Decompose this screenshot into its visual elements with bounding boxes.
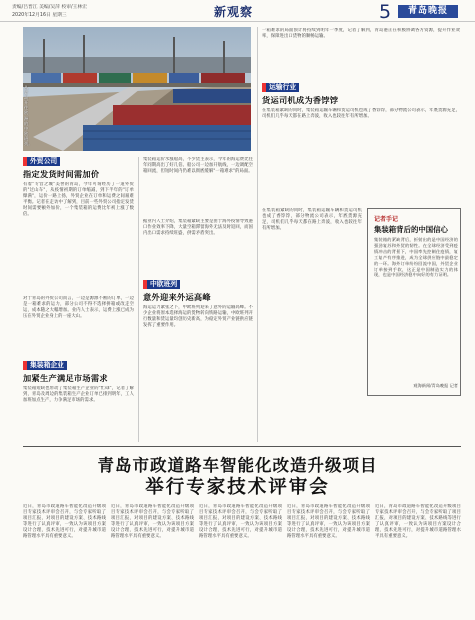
section-divider: [23, 446, 461, 447]
date-line: 2020年12月16日 星期三: [12, 13, 67, 18]
column-divider: [138, 157, 139, 442]
col2-paragraph-1: 集装箱运价水涨船高，不少货主表示，今年的海运费比往年同期高出了好几倍。船公司一边加开航线，一边调配空箱回流，但短时间内仍难以彻底缓解"一箱难求"的局面。: [143, 157, 253, 175]
bottom-col-5: 近日，青岛市政道路车智能化改造升级项目专家技术评审会召开，与会专家听取了项目汇报，对项目的建设方案、技术路线等进行了认真评审，一致认为该项目方案设计合理，技术先进可行，对提升城市道路管理水平具有重要意义。: [375, 504, 461, 540]
section-name: 新观察: [214, 5, 254, 19]
train-photo: [23, 27, 251, 151]
col3-paragraph-2: 在集装箱紧缺的同时，集装箱运输车辆和货运司机也成了香饽饽，部分物流公司表示，年底货源充足，司机们几乎每天都在路上奔波，收入也较往年有所增加。: [262, 108, 460, 120]
masthead-logo: 青岛晚报: [398, 5, 458, 18]
col3-paragraph-3: 在集装箱紧缺的同时，集装箱运输车辆和货运司机也成了香饽饽，部分物流公司表示，年底货源充足，司机们几乎每天都在路上奔波，收入也较往年有所增加。: [262, 208, 362, 232]
photo-caption: 从青岛开往欧洲的中欧班列。: [24, 85, 33, 147]
note-body: 集装箱的紧缺背后，折射出的是中国经济的强劲复苏和外贸的韧性。在全球经济受到疫情冲击的背景下，中国率先控制住疫情，复工复产有序推进，成为全球供应链中最稳定的一环。海外订单纷纷回流中国，外贸企业订单接到手软，这正是中国制造实力的体现，也是中国经济稳中向好的有力证明。: [374, 237, 458, 278]
tag-transport-industry: 运输行业: [262, 83, 299, 92]
col2-paragraph-3: 海运运力紧张之下，中欧班列迎来了意外的运输高峰。不少企业将原本选择海运的货物转向铁路运输，中欧班列开行数量和货运量均创历史新高，为稳定外贸产业链供应链发挥了重要作用。: [143, 305, 253, 329]
train-illustration: [23, 27, 251, 151]
col3-paragraph-1: 一箱难求的局面预计将持续到明年一季度，记者了解到，青岛港正在积极协调各方资源，提升作业效率，保障进出口货物的顺畅运输。: [262, 28, 460, 40]
col1-paragraph-1: 有着"专营之城"美誉的青岛，今年可谓经历了一道外贸的"过山车"，从疫情初期的订单缩减，到下半年的"订单爆满"，运价一路上扬，外贸企业在订单和运费之间艰难平衡。记者在走访中了解到，目前一些外贸公司指定发货时间需要额外加价，一个集装箱的运费比年初上涨了数倍。: [23, 182, 134, 218]
headline-line-1: 青岛市政道路车智能化改造升级项目: [97, 456, 378, 475]
editor-line: 责编/吕晋江 美编/吴萍 校审/王林宏: [12, 5, 88, 10]
page-header: [0, 0, 475, 22]
page-number: 5: [379, 1, 392, 23]
tag-container-firms: 集装箱企业: [23, 361, 67, 370]
tag-china-europe-train: 中欧班列: [143, 280, 180, 289]
bottom-col-3: 近日，青岛市政道路车智能化改造升级项目专家技术评审会召开，与会专家听取了项目汇报，对项目的建设方案、技术路线等进行了认真评审，一致认为该项目方案设计合理，技术先进可行，对提升城市道路管理水平具有重要意义。: [199, 504, 282, 540]
bottom-col-1: 近日，青岛市政道路车智能化改造升级项目专家技术评审会召开，与会专家听取了项目汇报，对项目的建设方案、技术路线等进行了认真评审，一致认为该项目方案设计合理，技术先进可行，对提升城市道路管理水平具有重要意义。: [23, 504, 106, 540]
heading-transport-peak: 意外迎来外运高峰: [143, 292, 211, 302]
heading-production: 加紧生产满足市场需求: [23, 373, 108, 383]
note-byline: 观海新闻/青岛晚报 记者: [413, 383, 458, 388]
headline-line-2: 举行专家技术评审会: [145, 477, 330, 498]
col2-paragraph-2: 据业内人士介绍，集装箱紧缺主要是由于海外疫情导致港口作业效率下降，大量空箱滞留海外无法及时返回，而国内出口需求持续旺盛，供需矛盾突出。: [143, 219, 253, 237]
tag-foreign-trade: 外贸公司: [23, 157, 60, 166]
reporter-note-box: [367, 208, 461, 396]
column-divider: [257, 27, 258, 442]
note-heading: 集装箱背后的中国信心: [374, 225, 448, 234]
heading-surcharge: 指定发货时间需加价: [23, 169, 100, 179]
heading-drivers: 货运司机成为香饽饽: [262, 95, 339, 105]
bottom-col-4: 近日，青岛市政道路车智能化改造升级项目专家技术评审会召开，与会专家听取了项目汇报，对项目的建设方案、技术路线等进行了认真评审，一致认为该项目方案设计合理，技术先进可行，对提升城市道路管理水平具有重要意义。: [287, 504, 370, 540]
col1-paragraph-3: 集装箱短缺也带动了集装箱生产企业的"忙碌"，记者了解到，青岛及周边的集装箱生产企业订单已排到明年，工人加班加点生产，力争满足市场的需求。: [23, 386, 134, 404]
col1-paragraph-2: 对于青岛的外贸公司而言，一边是源源不断的订单，一边是一箱难求的运力，部分公司不得不选择拼箱或改走空运，成本随之大幅增加。业内人士表示，运费上涨已成为压在外贸企业身上的一座大山。: [23, 296, 134, 320]
note-label: 记者手记: [374, 216, 399, 223]
bottom-col-2: 近日，青岛市政道路车智能化改造升级项目专家技术评审会召开，与会专家听取了项目汇报，对项目的建设方案、技术路线等进行了认真评审，一致认为该项目方案设计合理，技术先进可行，对提升城市道路管理水平具有重要意义。: [111, 504, 194, 540]
